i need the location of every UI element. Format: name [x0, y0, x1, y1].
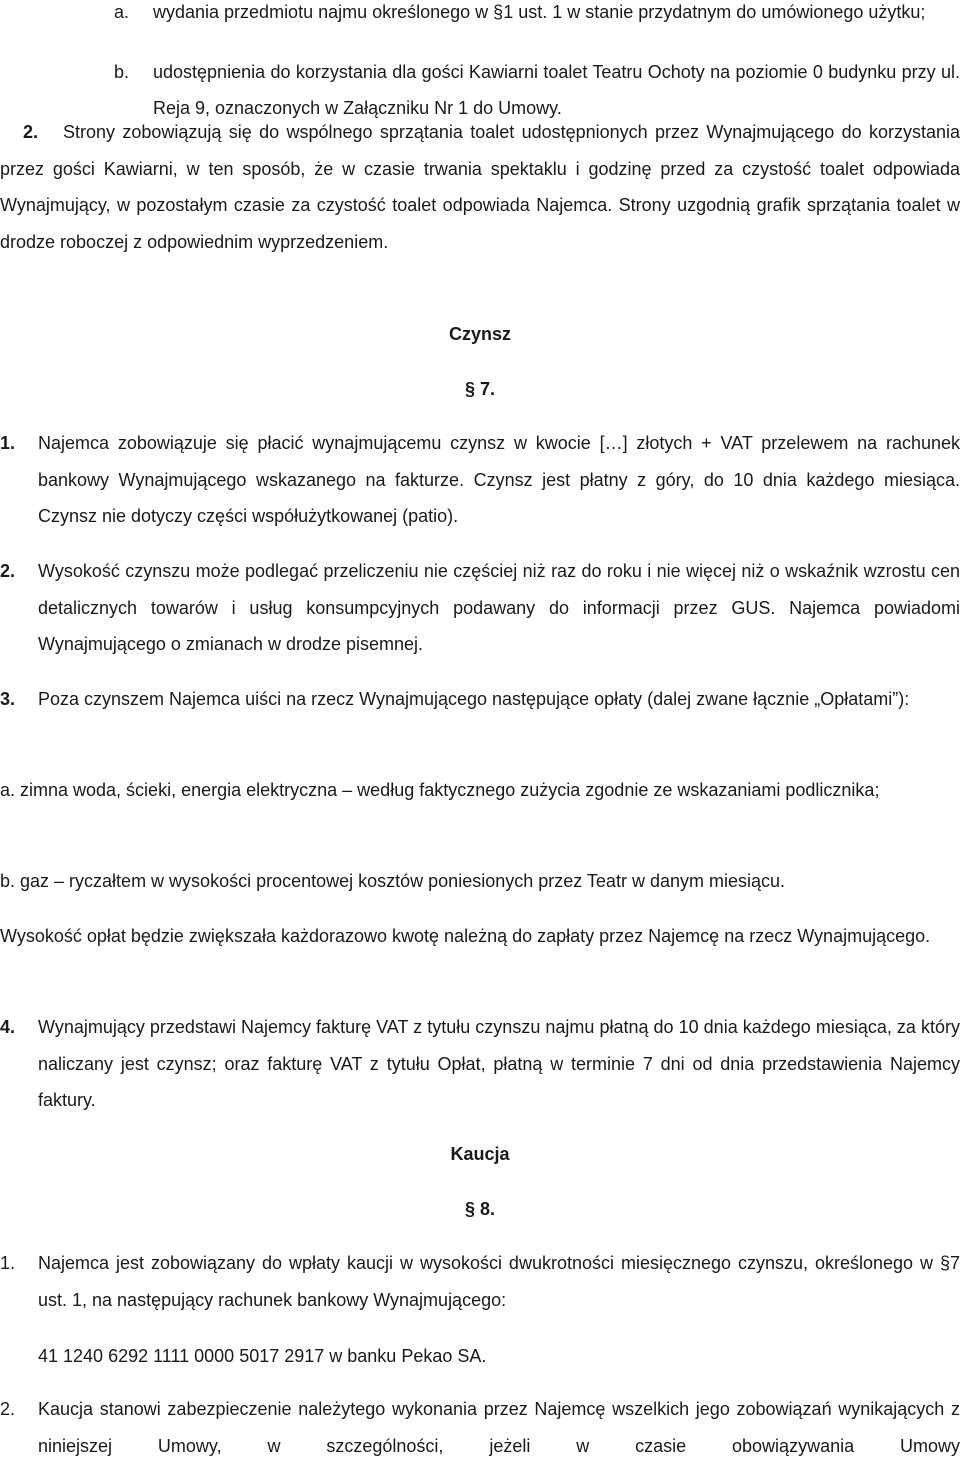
fee-item-b: b. gaz – ryczałtem w wysokości procentowej kosztów poniesionych przez Teatr w danym miesiącu.: [0, 871, 785, 891]
section-paragraph-8: § 8.: [464, 1199, 496, 1219]
clause-text: Najemca zobowiązuje się płacić wynajmującemu czynsz w kwocie […] złotych + VAT przelewem na rachunek bankowy Wynajmującego wskazanego na fakturze. Czynsz jest płatny z góry, do 10 dnia każdego miesiąca. Czynsz nie dotyczy części współużytkowanej (patio).: [38, 433, 960, 526]
clause-number: 1.: [0, 433, 16, 453]
clause-text: Wynajmujący przedstawi Najemcy fakturę VAT z tytułu czynszu najmu płatną do 10 dnia każdego miesiąca, za który naliczany jest czynsz; oraz fakturę VAT z tytułu Opłat, płatną w terminie 7 dni od dnia przedstawienia Najemcy faktury.: [38, 1017, 960, 1110]
clause-number: 1.: [0, 1253, 16, 1273]
fee-item-a: a. zimna woda, ścieki, energia elektryczna – według faktycznego zużycia zgodnie ze wskazaniami podlicznika;: [0, 780, 880, 800]
list-marker-a: a.: [114, 2, 130, 22]
bank-account: 41 1240 6292 1111 0000 5017 2917 w banku Pekao SA.: [38, 1346, 487, 1366]
clause-number: 2.: [0, 561, 16, 581]
list-item-b: udostępnienia do korzystania dla gości Kawiarni toalet Teatru Ochoty na poziomie 0 budynku przy ul. Reja 9, oznaczonych w Załączniku Nr 1 do Umowy.: [153, 62, 960, 118]
section-title-kaucja: Kaucja: [450, 1144, 510, 1164]
clause-number: 2.: [0, 1399, 16, 1419]
clause-text: Wysokość czynszu może podlegać przeliczeniu nie częściej niż raz do roku i nie więcej niż o wskaźnik wzrostu cen detalicznych towarów i usług konsumpcyjnych podawany do informacji przez GUS. Najemca powiadomi Wynajmującego o zmianach w drodze pisemnej.: [38, 561, 960, 654]
list-item-a: wydania przedmiotu najmu określonego w §1 ust. 1 w stanie przydatnym do umówionego użytku;: [153, 2, 926, 22]
fee-note: Wysokość opłat będzie zwiększała każdorazowo kwotę należną do zapłaty przez Najemcę na rzecz Wynajmującego.: [0, 926, 931, 946]
clause-text: Kaucja stanowi zabezpieczenie należytego wykonania przez Najemcę wszelkich jego zobowiązań wynikających z niniejszej Umowy, w szczególności, jeżeli w czasie obowiązywania Umowy: [38, 1399, 960, 1456]
clause-text: Strony zobowiązują się do wspólnego sprzątania toalet udostępnionych przez Wynajmującego do korzystania przez gości Kawiarni, w ten sposób, że w czasie trwania spektaklu i godzinę przed za czystość toalet odpowiada Wynajmujący, w pozostałym czasie za czystość toalet odpowiada Najemca. Strony uzgodnią grafik sprzątania toalet w drodze roboczej z odpowiednim wyprzedzeniem.: [0, 122, 960, 252]
section-paragraph-7: § 7.: [464, 379, 496, 399]
clause-number: 2.: [22, 122, 38, 142]
clause-text: Poza czynszem Najemca uiści na rzecz Wynajmującego następujące opłaty (dalej zwane łącznie „Opłatami”):: [38, 689, 910, 709]
clause-number: 3.: [0, 689, 16, 709]
clause-number: 4.: [0, 1017, 16, 1037]
clause-text: Najemca jest zobowiązany do wpłaty kaucji w wysokości dwukrotności miesięcznego czynszu, określonego w §7 ust. 1, na następujący rachunek bankowy Wynajmującego:: [38, 1253, 960, 1310]
section-title-czynsz: Czynsz: [448, 324, 511, 344]
list-marker-b: b.: [114, 62, 130, 82]
